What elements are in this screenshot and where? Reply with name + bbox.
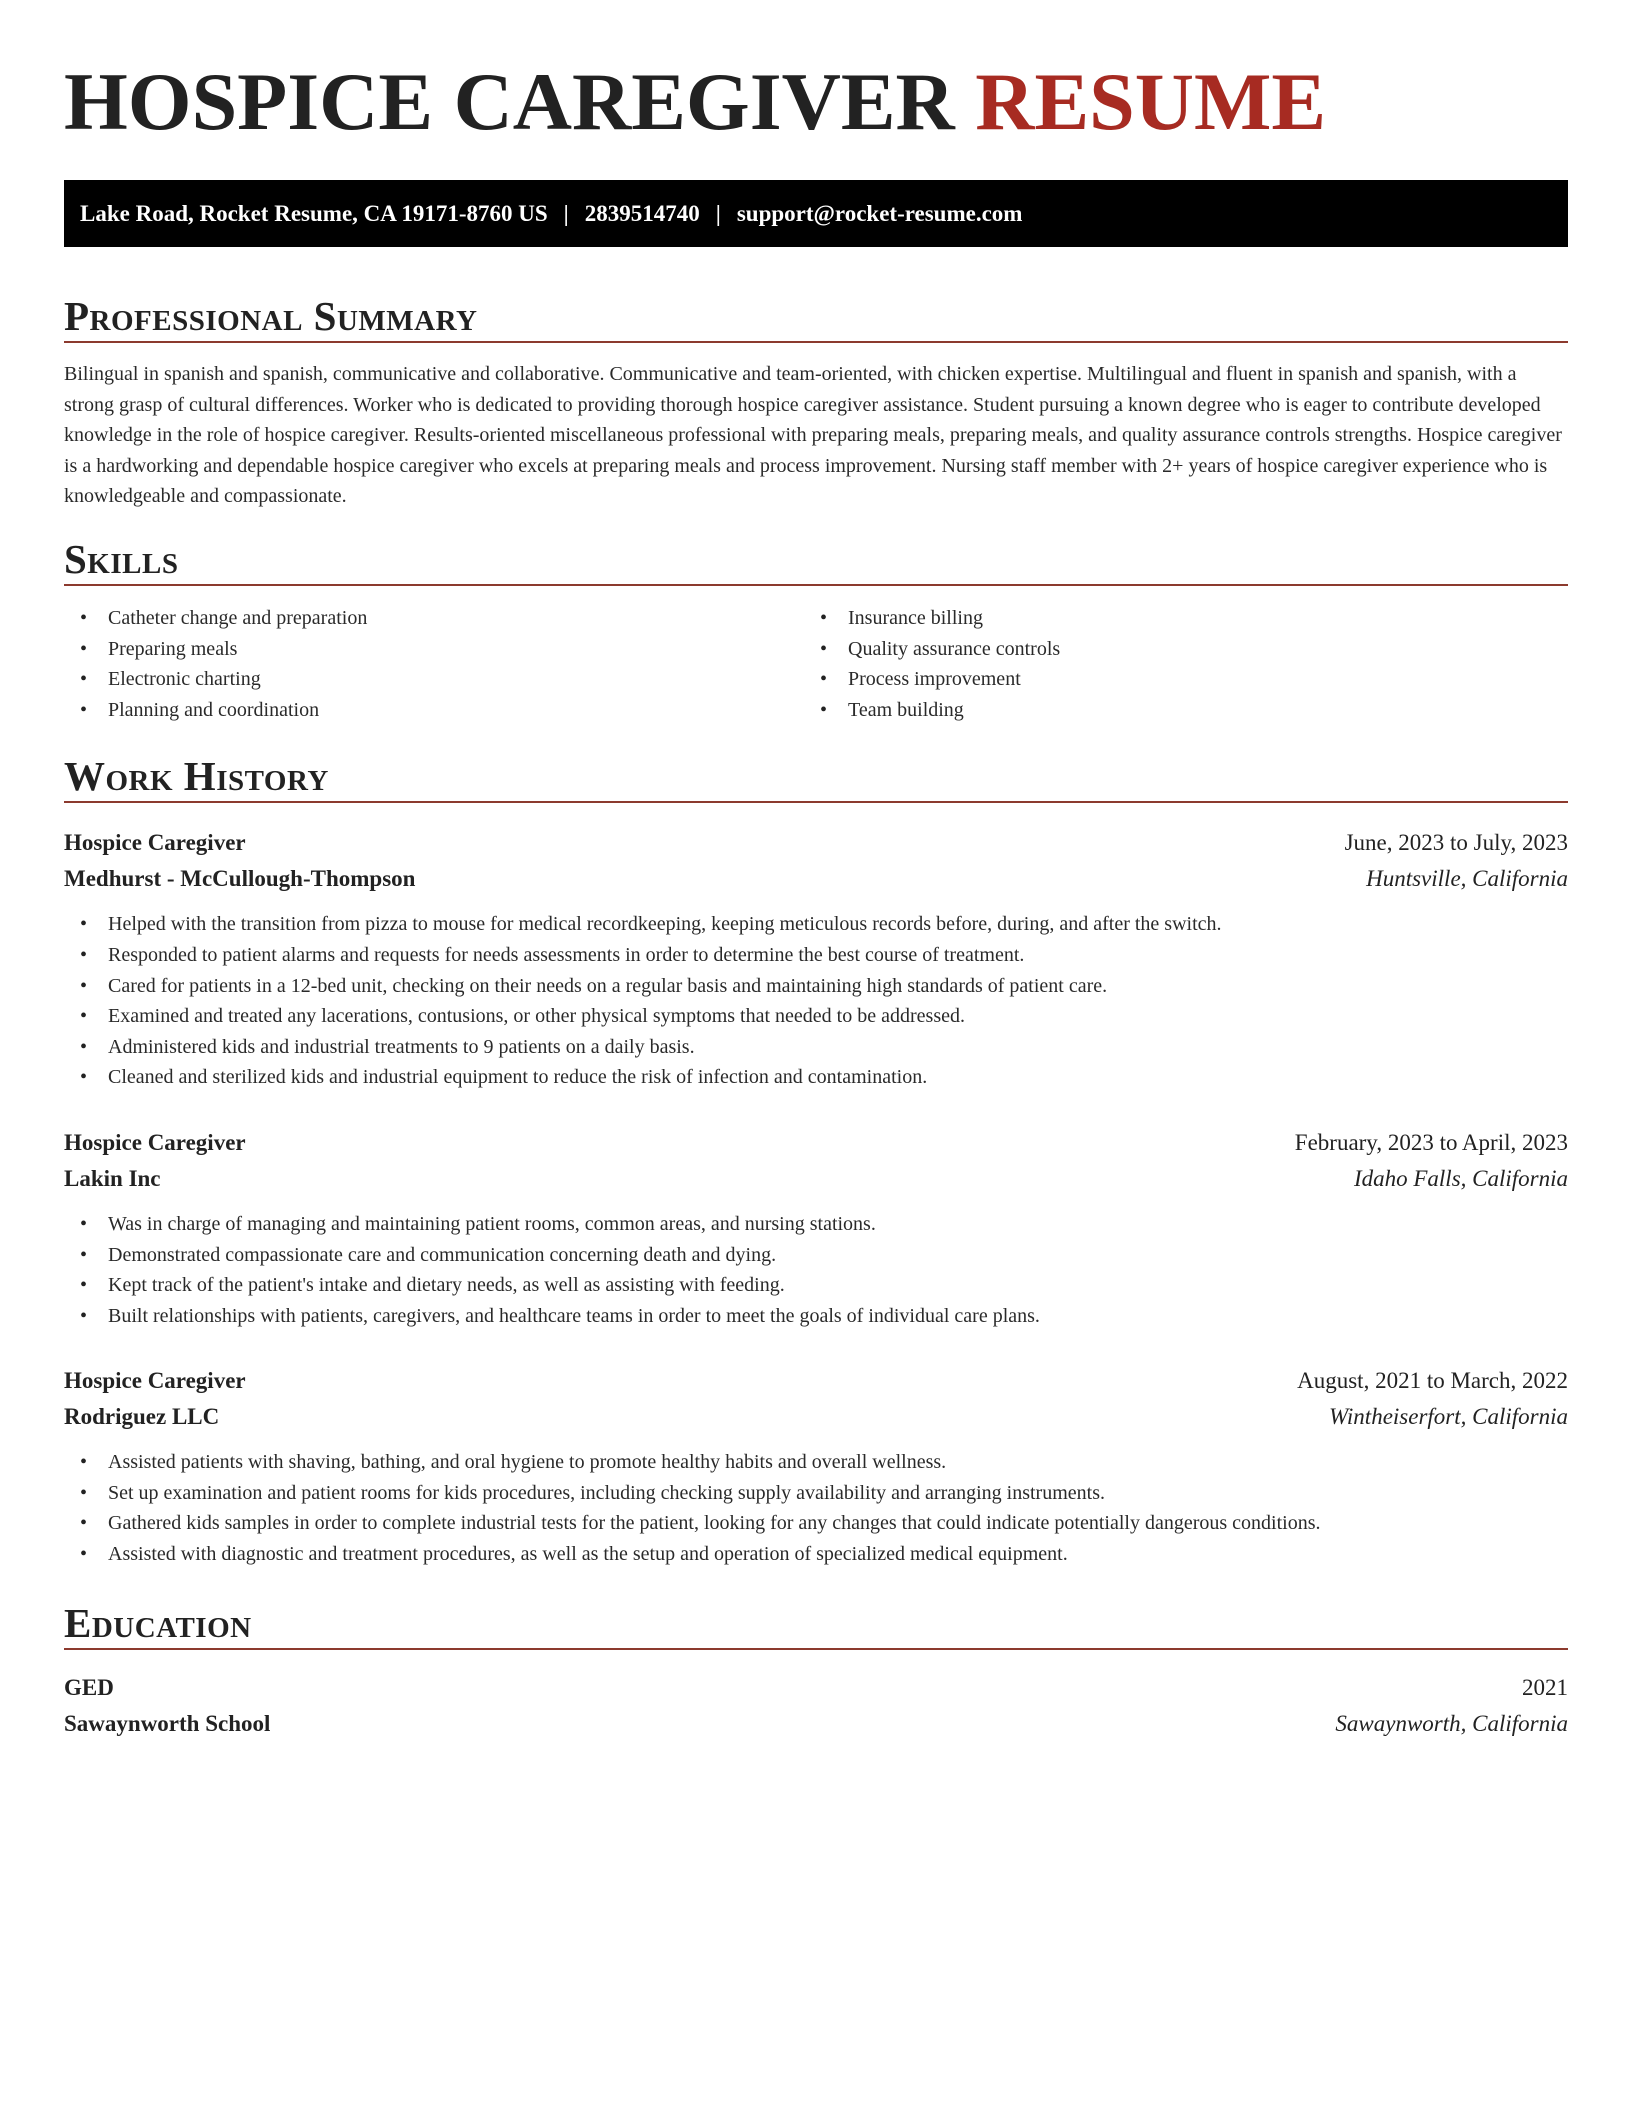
skills-divider xyxy=(64,584,1568,586)
job-duty: • Helped with the transition from pizza to mouse for medical recordkeeping, keeping meticulous records before, during, and after the switch. xyxy=(64,909,1568,940)
skill-item: • Electronic charting xyxy=(64,664,804,695)
job-location: Huntsville, California xyxy=(1366,866,1568,892)
job-title: Hospice Caregiver xyxy=(64,830,246,856)
resume-title xyxy=(64,0,1568,146)
job-duty: • Assisted with diagnostic and treatment procedures, as well as the setup and operation of specialized medical equipment. xyxy=(64,1539,1568,1570)
job-duties xyxy=(64,909,1568,1093)
job-duty: • Cared for patients in a 12-bed unit, checking on their needs on a regular basis and maintaining high standards of patient care. xyxy=(64,971,1568,1002)
job-duty: • Cleaned and sterilized kids and industrial equipment to reduce the risk of infection and contamination. xyxy=(64,1062,1568,1093)
job-company-row xyxy=(64,1399,1568,1435)
job-company: Rodriguez LLC xyxy=(64,1404,220,1430)
education-location: Sawaynworth, California xyxy=(1335,1710,1568,1736)
job-entry xyxy=(64,825,1568,1093)
skill-item: • Preparing meals xyxy=(64,634,804,665)
job-duty: • Was in charge of managing and maintaining patient rooms, common areas, and nursing stations. xyxy=(64,1209,1568,1240)
job-title: Hospice Caregiver xyxy=(64,1368,246,1394)
job-company-row xyxy=(64,861,1568,897)
summary-text: Bilingual in spanish and spanish, communicative and collaborative. Communicative and team-oriented, with chicken expertise. Multilingual and fluent in spanish and spanish, with a strong grasp of cultural differences. Worker who is dedicated to providing thorough hospice caregiver assistance. Student pursuing a known degree who is eager to contribute developed knowledge in the role of hospice caregiver. Results-oriented miscellaneous professional with preparing meals, preparing meals, and quality assurance controls strengths. Hospice caregiver is a hardworking and dependable hospice caregiver who excels at preparing meals and process improvement. Nursing staff member with 2+ years of hospice caregiver experience who is knowledgeable and compassionate. xyxy=(64,363,1562,508)
job-duty: • Examined and treated any lacerations, contusions, or other physical symptoms that needed to be addressed. xyxy=(64,1001,1568,1032)
job-company: Lakin Inc xyxy=(64,1165,161,1191)
job-entry xyxy=(64,1125,1568,1331)
job-location: Idaho Falls, California xyxy=(1353,1165,1568,1191)
job-duty: • Demonstrated compassionate care and communication concerning death and dying. xyxy=(64,1240,1568,1271)
job-header-row xyxy=(64,1125,1568,1161)
work-history-heading: Work History xyxy=(64,753,329,800)
contact-separator: | xyxy=(563,201,569,226)
skill-item: • Quality assurance controls xyxy=(804,634,1544,665)
education-year: 2021 xyxy=(1522,1674,1568,1700)
education-divider xyxy=(64,1648,1568,1650)
job-dates: June, 2023 to July, 2023 xyxy=(1344,830,1568,856)
job-header-row xyxy=(64,1363,1568,1399)
education-heading: Education xyxy=(64,1599,252,1646)
skill-item: • Planning and coordination xyxy=(64,695,804,726)
job-duty: • Assisted patients with shaving, bathing, and oral hygiene to promote healthy habits and overall wellness. xyxy=(64,1447,1568,1478)
skill-item: • Process improvement xyxy=(804,664,1544,695)
summary-divider xyxy=(64,341,1568,343)
summary-heading: Professional Summary xyxy=(64,293,478,339)
job-entry xyxy=(64,1363,1568,1569)
resume-page xyxy=(64,0,1568,1742)
skill-item: • Insurance billing xyxy=(804,603,1544,634)
job-duty: • Responded to patient alarms and requests for needs assessments in order to determine the best course of treatment. xyxy=(64,940,1568,971)
education-degree-row xyxy=(64,1670,1568,1706)
education-school-row xyxy=(64,1706,1568,1742)
job-company-row xyxy=(64,1161,1568,1197)
resume-title-main: HOSPICE CAREGIVER xyxy=(64,56,955,147)
contact-separator: | xyxy=(715,201,721,226)
contact-phone: 2839514740 xyxy=(584,201,700,226)
skills-list xyxy=(64,603,1568,725)
job-dates: August, 2021 to March, 2022 xyxy=(1297,1368,1568,1394)
contact-bar xyxy=(64,180,1568,247)
skills-column-left xyxy=(64,603,804,725)
education-entry xyxy=(64,1670,1568,1742)
job-duties xyxy=(64,1209,1568,1331)
skills-heading: Skills xyxy=(64,535,179,582)
resume-title-accent: RESUME xyxy=(975,56,1327,147)
job-header-row xyxy=(64,825,1568,861)
education-degree: GED xyxy=(64,1674,114,1700)
job-duty: • Kept track of the patient's intake and dietary needs, as well as assisting with feeding. xyxy=(64,1270,1568,1301)
job-duty: • Gathered kids samples in order to complete industrial tests for the patient, looking for any changes that could indicate potentially dangerous conditions. xyxy=(64,1508,1568,1539)
job-duty: • Built relationships with patients, caregivers, and healthcare teams in order to meet the goals of individual care plans. xyxy=(64,1301,1568,1332)
education-school: Sawaynworth School xyxy=(64,1710,271,1736)
job-duty: • Set up examination and patient rooms for kids procedures, including checking supply availability and arranging instruments. xyxy=(64,1478,1568,1509)
job-dates: February, 2023 to April, 2023 xyxy=(1294,1129,1568,1155)
job-duties xyxy=(64,1447,1568,1569)
job-duty: • Administered kids and industrial treatments to 9 patients on a daily basis. xyxy=(64,1032,1568,1063)
work-history-divider xyxy=(64,801,1568,803)
job-title: Hospice Caregiver xyxy=(64,1129,246,1155)
skill-item: • Team building xyxy=(804,695,1544,726)
skills-column-right xyxy=(804,603,1544,725)
job-location: Wintheiserfort, California xyxy=(1329,1404,1568,1430)
contact-address: Lake Road, Rocket Resume, CA 19171-8760 US xyxy=(80,201,548,226)
skill-item: • Catheter change and preparation xyxy=(64,603,804,634)
job-company: Medhurst - McCullough-Thompson xyxy=(64,866,416,892)
contact-email: support@rocket-resume.com xyxy=(736,201,1023,226)
